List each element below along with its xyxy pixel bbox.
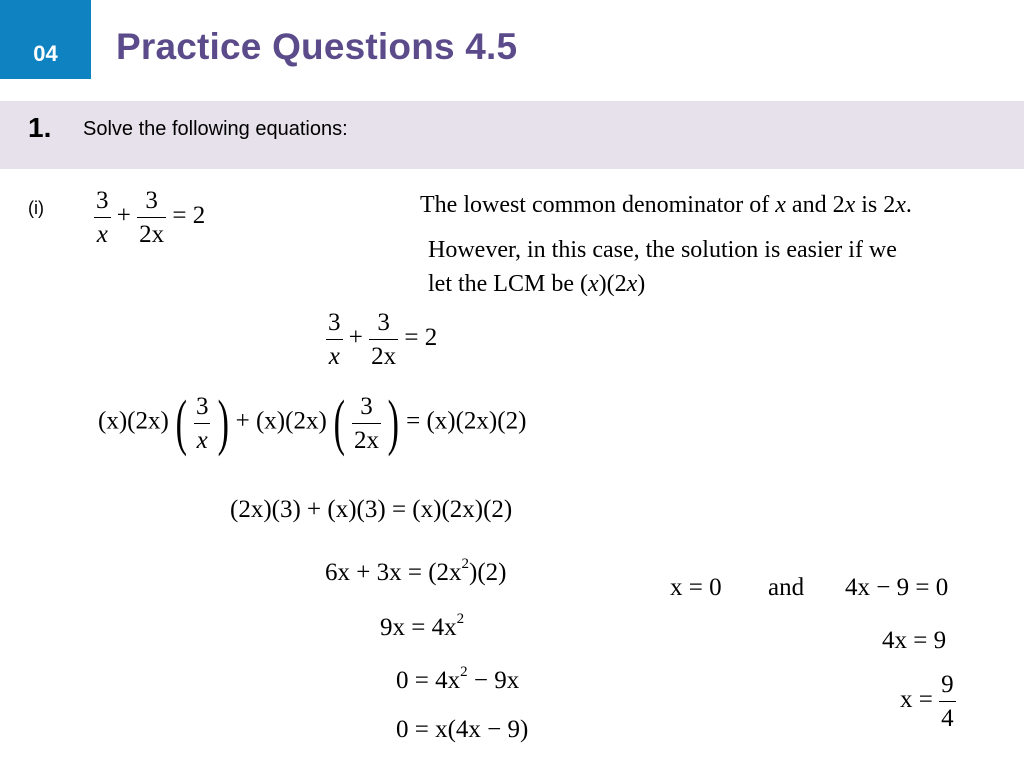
step-1-equation: $\frac{3}{x}$ + $\frac{3}{2x}$ = 2 (328, 309, 438, 370)
question-number: 1. (28, 112, 52, 143)
however-note-line1: However, in this case, the solution is easier if we (428, 237, 897, 263)
page-title: Practice Questions 4.5 (116, 26, 518, 67)
step-6-equation: $0 = 4x^2 - 9x$ (396, 664, 520, 694)
lcd-note: The lowest common denominator of x and 2x is 2x. (420, 192, 912, 218)
step1-fraction-2: $\frac{3}{2x}$ (371, 309, 397, 370)
chapter-badge (0, 0, 91, 79)
solution-final: x = $\frac{9}{4}$ (900, 671, 954, 732)
final-fraction: $\frac{9}{4}$ (941, 671, 954, 732)
step-2-equation: (x)(2x) ( $\frac{3}{x}$ ) + (x)(2x) ( $\frac{3}{2x}$ ) = (x)(2x)(2) (98, 389, 527, 457)
given-rhs: = 2 (172, 202, 206, 230)
step2-fraction-2: $\frac{3}{2x}$ (353, 392, 379, 454)
solution-4x-minus-9: 4x − 9 = 0 (845, 574, 949, 601)
step-5-equation: $9x = 4x^2$ (380, 611, 465, 641)
given-fraction-1: $\frac{3}{x}$ (96, 187, 109, 248)
step-7-equation: 0 = x(4x − 9) (396, 716, 529, 743)
step1-fraction-1: $\frac{3}{x}$ (328, 309, 341, 370)
step-4-equation: $6x + 3x = (2x^2)(2)$ (325, 556, 507, 586)
solution-4x-equals-9: 4x = 9 (882, 627, 947, 654)
given-fraction-2: $\frac{3}{2x}$ (139, 187, 165, 248)
step-3-equation: (2x)(3) + (x)(3) = (x)(2x)(2) (230, 496, 513, 523)
solution-and: and (768, 574, 805, 601)
given-equation: $\frac{3}{x}$ + $\frac{3}{2x}$ = 2 (96, 187, 206, 248)
question-prompt: Solve the following equations: (83, 118, 348, 140)
step2-fraction-1: $\frac{3}{x}$ (195, 392, 209, 454)
however-note-line2: let the LCM be (x)(2x) (428, 271, 646, 297)
chapter-number: 04 (33, 41, 58, 66)
solution-x-equals-0: x = 0 (670, 574, 722, 601)
part-label: (i) (28, 198, 44, 218)
